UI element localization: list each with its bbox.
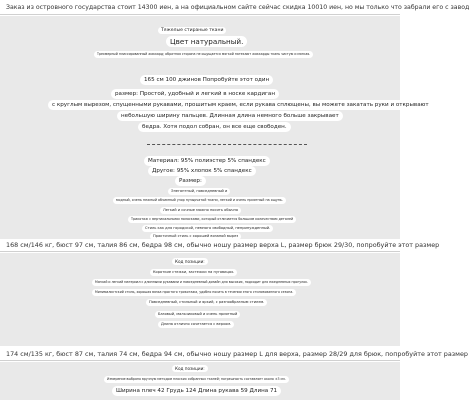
detail-item: Базовый, мальчиковый и очень приятный: [155, 311, 240, 318]
feature-item: Стиль как для городской, немного свободный, непринужденный.: [142, 225, 273, 232]
size1-line4: бедра. Хотя подол собран, он все еще свободен.: [138, 122, 291, 132]
size-label: Размер:: [175, 176, 206, 186]
feature-item: модный, очень нежный объемный узор пузырчатой ткани, легкий и очень приятный на ощупь.: [113, 197, 286, 204]
feature-item: Легкий и сочные можно носить обычно: [160, 207, 241, 214]
divider-3: [0, 360, 400, 361]
size-measurements: Ширина плеч 42 Грудь 124 Длина рукава 59 Длина 71: [112, 386, 281, 396]
feature-item: Элегантный, повседневный и: [168, 188, 230, 195]
size1-line2: с круглым вырезом, спущенными рукавами, прошитым краем, если рукава сплющены, вы можете закатать руки и открывают: [48, 100, 433, 110]
dashed-divider: [147, 144, 307, 145]
size1-title: 165 см 100 джинов Попробуйте этот один: [140, 75, 273, 85]
material-other: Другое: 95% хлопок 5% спандекс: [148, 166, 256, 176]
measurement-note: Измерение выбрано вручную методом плоских собранных тканей; погрешность составляет около ±3 см.: [104, 376, 289, 383]
material-main: Материал: 95% полиэстер 5% спандекс: [144, 156, 270, 166]
feature-item: Практичный стиль с хорошей вязаной вырез: [150, 233, 241, 240]
detail-item: Длина отлично сочетается с верхом.: [158, 321, 234, 328]
fabric-color: Цвет натуральный.: [166, 36, 247, 47]
feature-item: Трикотаж с вертикальными полосками, который отличается большим количеством деталей: [128, 216, 296, 223]
divider-2: [0, 251, 400, 252]
fabric-jacquard: Трехмерный плиссированный жаккард; обратная сторона не ощущается мягкой натекают жаккарды ткань чистую и мягкая.: [94, 51, 313, 58]
measurement-line-1: 168 см/146 кг, бюст 97 см, талия 86 см, бедра 98 см, обычно ношу размер верха L, размер брюк 29/30, попробуйте этот размер: [6, 241, 440, 249]
item-code-label-2: Код позиции:: [172, 365, 208, 372]
measurement-line-2: 174 см/135 кг, бюст 87 см, талия 74 см, бедра 94 см, обычно ношу размер L для верха, размер 28/29 для брюк, попробуйте этот размер: [6, 350, 468, 358]
detail-item: Мягкий и легкий материал с длинными рукавами и повседневный дизайн для высоких, подходит для ежедневных прогулок.: [92, 279, 311, 286]
top-divider: [0, 14, 400, 15]
detail-item: Короткие стежки, застежки на пуговицах.: [150, 269, 237, 276]
size1-line1: размер: Простой, удобный и легкий в носке кардиган: [111, 89, 279, 99]
fabric-heavy-wash: Тяжелые стираные ткани: [158, 27, 226, 34]
item-code-label: Код позиции:: [172, 258, 208, 265]
detail-item: Повседневный, стильный и яркий, с разнообразным стилем.: [146, 299, 267, 306]
size1-line3: небольшую ширину пальцев. Длинная длина немного больше закрывает: [117, 111, 343, 121]
intro-text: Заказ из островного государства стоит 14300 иен, а на официальном сайте сейчас скидка 10010 иен, но мы только что забрали его с завод: [6, 4, 469, 11]
detail-item: Минималистский стиль, хорошая вязка простого трикотажа, удобно носить в течении этого стилизованного сезона.: [92, 289, 296, 296]
